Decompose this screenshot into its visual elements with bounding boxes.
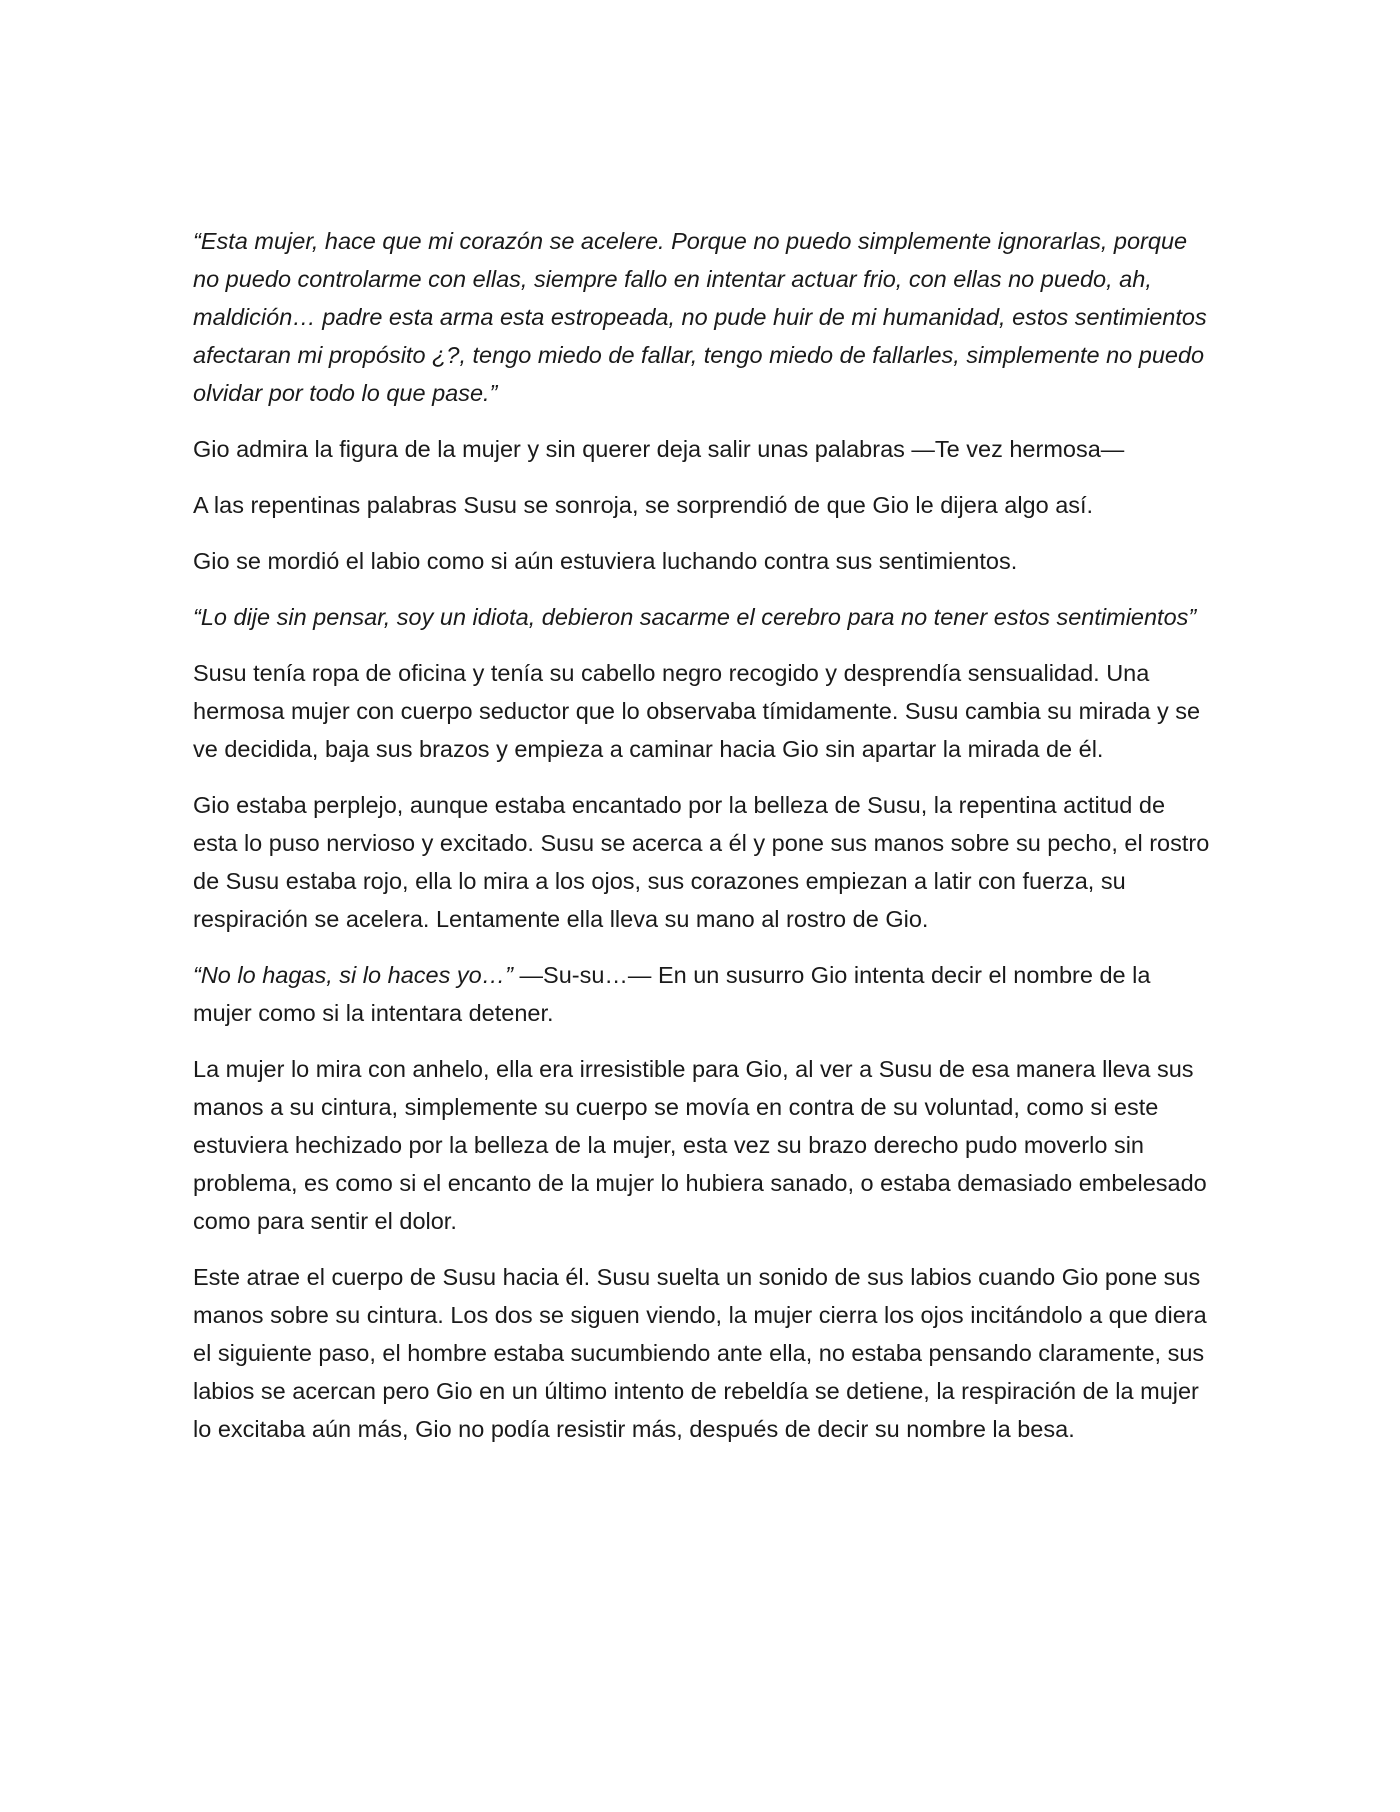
inner-thought-text: “Lo dije sin pensar, soy un idiota, debieron sacarme el cerebro para no tener estos sentimientos” bbox=[193, 604, 1197, 630]
paragraph-text: Gio admira la figura de la mujer y sin querer deja salir unas palabras —Te vez hermosa— bbox=[193, 436, 1125, 462]
paragraph-6 bbox=[193, 654, 1213, 768]
inner-thought-text: “No lo hagas, si lo haces yo…” bbox=[193, 962, 514, 988]
paragraph-text: A las repentinas palabras Susu se sonroja, se sorprendió de que Gio le dijera algo así. bbox=[193, 492, 1094, 518]
document-body bbox=[193, 222, 1213, 1466]
paragraph-5 bbox=[193, 598, 1213, 636]
paragraph-2 bbox=[193, 430, 1213, 468]
inner-thought-text: “Esta mujer, hace que mi corazón se acelere. Porque no puedo simplemente ignorarlas, porque no puedo controlarme con ellas, siempre fallo en intentar actuar frio, con ellas no puedo, ah, maldición… padre esta arma esta estropeada, no pude huir de mi humanidad, estos sentimientos afectaran mi propósito ¿?, tengo miedo de fallar, tengo miedo de fallarles, simplemente no puedo olvidar por todo lo que pase.” bbox=[193, 228, 1207, 406]
paragraph-text: Susu tenía ropa de oficina y tenía su cabello negro recogido y desprendía sensualidad. Una hermosa mujer con cuerpo seductor que lo observaba tímidamente. Susu cambia su mirada y se ve decidida, baja sus brazos y empieza a caminar hacia Gio sin apartar la mirada de él. bbox=[193, 660, 1201, 762]
paragraph-9 bbox=[193, 1050, 1213, 1240]
paragraph-8 bbox=[193, 956, 1213, 1032]
paragraph-3 bbox=[193, 486, 1213, 524]
paragraph-text: Gio se mordió el labio como si aún estuviera luchando contra sus sentimientos. bbox=[193, 548, 1018, 574]
paragraph-7 bbox=[193, 786, 1213, 938]
paragraph-text: La mujer lo mira con anhelo, ella era irresistible para Gio, al ver a Susu de esa manera lleva sus manos a su cintura, simplemente su cuerpo se movía en contra de su voluntad, como si este estuviera hechizado por la belleza de la mujer, esta vez su brazo derecho pudo moverlo sin problema, es como si el encanto de la mujer lo hubiera sanado, o estaba demasiado embelesado como para sentir el dolor. bbox=[193, 1056, 1207, 1234]
paragraph-1 bbox=[193, 222, 1213, 412]
paragraph-4 bbox=[193, 542, 1213, 580]
paragraph-text: Este atrae el cuerpo de Susu hacia él. Susu suelta un sonido de sus labios cuando Gio pone sus manos sobre su cintura. Los dos se siguen viendo, la mujer cierra los ojos incitándolo a que diera el siguiente paso, el hombre estaba sucumbiendo ante ella, no estaba pensando claramente, sus labios se acercan pero Gio en un último intento de rebeldía se detiene, la respiración de la mujer lo excitaba aún más, Gio no podía resistir más, después de decir su nombre la besa. bbox=[193, 1264, 1207, 1442]
paragraph-text: —Su-su…— En un susurro Gio intenta decir el nombre de la mujer como si la intentara detener. bbox=[193, 962, 1151, 1026]
paragraph-text: Gio estaba perplejo, aunque estaba encantado por la belleza de Susu, la repentina actitud de esta lo puso nervioso y excitado. Susu se acerca a él y pone sus manos sobre su pecho, el rostro de Susu estaba rojo, ella lo mira a los ojos, sus corazones empiezan a latir con fuerza, su respiración se acelera. Lentamente ella lleva su mano al rostro de Gio. bbox=[193, 792, 1210, 932]
paragraph-10 bbox=[193, 1258, 1213, 1448]
